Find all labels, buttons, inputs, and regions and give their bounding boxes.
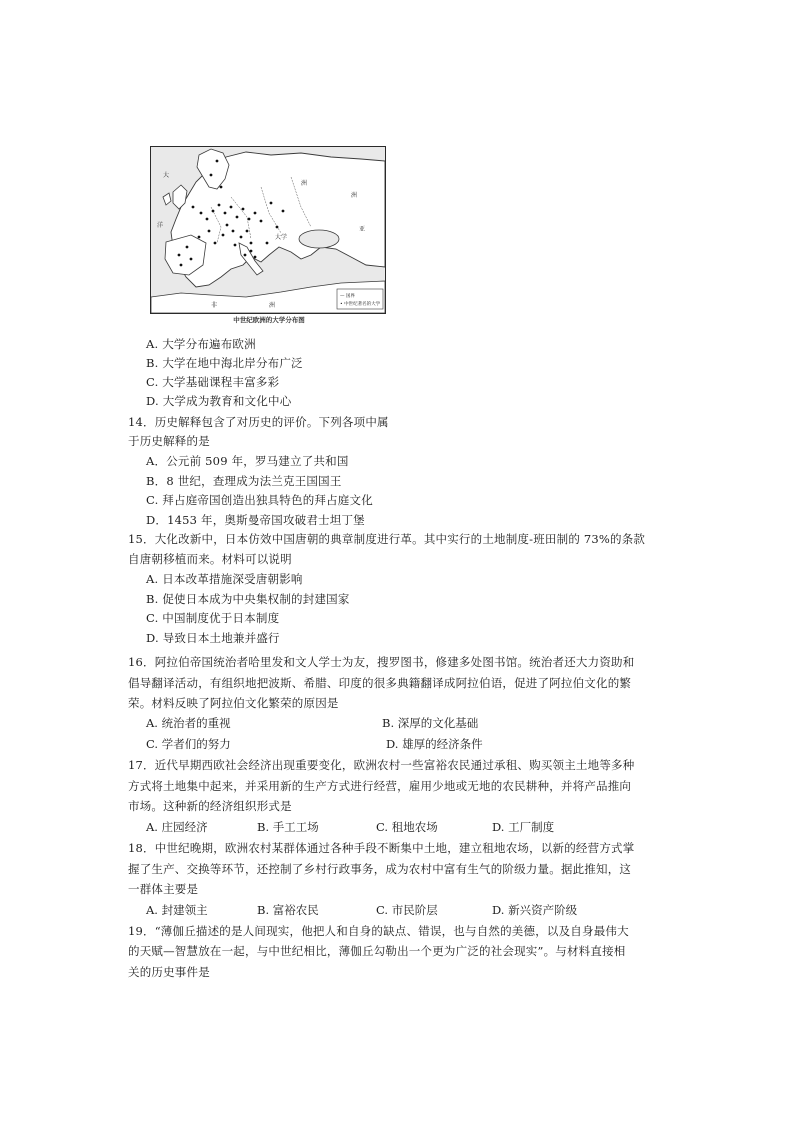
map-label-sea-left: 洋	[157, 222, 164, 229]
q16-stem-line3: 荣。材料反映了阿拉伯文化繁荣的原因是	[128, 696, 339, 710]
q17-option-b: B. 手工工场	[257, 820, 319, 834]
legend-boundary: — 国界	[340, 294, 355, 299]
q15-option-c: C. 中国制度优于日本制度	[146, 611, 280, 625]
q13-option-d: D. 大学成为教育和文化中心	[146, 394, 292, 408]
q14-option-b: B．8 世纪，查理成为法兰克王国国王	[146, 474, 342, 488]
q13-option-b: B. 大学在地中海北岸分布广泛	[146, 356, 303, 370]
map-label-center: 洲	[351, 192, 358, 199]
map-caption: 中世纪欧洲的大学分布图	[233, 316, 305, 324]
q16-stem-line1: 16．阿拉伯帝国统治者哈里发和文人学士为友，搜罗图书，修建多处图书馆。统治者还大力资助和	[128, 655, 635, 669]
q18-option-a: A. 封建领主	[146, 903, 208, 917]
q17-option-a: A. 庄园经济	[146, 820, 208, 834]
q15-option-a: A. 日本改革措施深受唐朝影响	[146, 572, 303, 586]
map-label-right-mid: 洲	[301, 180, 308, 187]
q17-stem-line1: 17．近代早期西欧社会经济出现重要变化，欧洲农村一些富裕农民通过承租、购买领主土地等多种	[128, 758, 635, 772]
q17-stem-line2: 方式将土地集中起来，并采用新的生产方式进行经营，雇用少地或无地的农民耕种，并将产品推向	[128, 779, 632, 793]
q14-option-d: D．1453 年，奥斯曼帝国攻破君士坦丁堡	[146, 513, 365, 527]
q18-option-d: D. 新兴资产阶级	[492, 903, 578, 917]
q18-option-c: C. 市民阶层	[376, 903, 438, 917]
q17-stem-line3: 市场。这种新的经济组织形式是	[128, 799, 292, 813]
q18-stem-line1: 18．中世纪晚期，欧洲农村某群体通过各种手段不断集中土地，建立租地农场，以新的经营方式掌	[128, 841, 635, 855]
q16-option-c: C. 学者们的努力	[146, 737, 231, 751]
legend-university: • 中世纪著名的大学	[340, 302, 381, 307]
q14-stem-line2: 于历史解释的是	[128, 434, 210, 448]
q14-option-a: A．公元前 509 年，罗马建立了共和国	[146, 454, 349, 468]
map-label-top-left: 大	[163, 172, 170, 179]
q18-stem-line3: 一群体主要是	[128, 882, 199, 896]
q14-stem-line1: 14．历史解释包含了对历史的评价。下列各项中属	[128, 415, 389, 429]
q19-stem-line3: 关的历史事件是	[128, 965, 210, 979]
q17-option-d: D. 工厂制度	[492, 820, 555, 834]
q17-option-c: C. 租地农场	[376, 820, 438, 834]
q15-stem-line2: 自唐朝移植而来。材料可以说明	[128, 552, 292, 566]
map-drawing	[151, 147, 385, 313]
map-legend	[337, 289, 383, 309]
q15-option-d: D. 导致日本土地兼并盛行	[146, 631, 280, 645]
map-label-right-lower: 亚	[359, 226, 366, 233]
q18-stem-line2: 握了生产、交换等环节，还控制了乡村行政事务，成为农村中富有生气的阶级力量。据此推知，这	[128, 862, 632, 876]
q16-option-a: A. 统治者的重视	[146, 716, 231, 730]
europe-university-map	[150, 146, 386, 314]
q15-stem-line1: 15．大化改新中，日本仿效中国唐朝的典章制度进行革。其中实行的土地制度-班田制的 73%的条款	[128, 532, 646, 546]
q16-stem-line2: 倡导翻译活动，有组织地把波斯、希腊、印度的很多典籍翻译成阿拉伯语，促进了阿拉伯文化的繁	[128, 676, 632, 690]
q16-option-d: D. 雄厚的经济条件	[386, 737, 483, 751]
q14-option-c: C. 拜占庭帝国创造出独具特色的拜占庭文化	[146, 493, 373, 507]
map-label-university: 大学	[275, 234, 288, 241]
map-label-bottom: 非	[211, 302, 218, 309]
q19-stem-line1: 19．“薄伽丘描述的是人间现实，他把人和自身的缺点、错误，也与自然的美德，以及自身最伟大	[128, 924, 629, 938]
map-label-bottom-right: 洲	[269, 302, 276, 309]
q19-stem-line2: 的天赋—智慧放在一起，与中世纪相比，薄伽丘勾勒出一个更为广泛的社会现实”。与材料直接相	[128, 944, 626, 958]
q13-option-a: A. 大学分布遍布欧洲	[146, 337, 256, 351]
q13-option-c: C. 大学基础课程丰富多彩	[146, 375, 280, 389]
q16-option-b: B. 深厚的文化基础	[382, 716, 479, 730]
q18-option-b: B. 富裕农民	[257, 903, 319, 917]
q15-option-b: B. 促使日本成为中央集权制的封建国家	[146, 592, 350, 606]
